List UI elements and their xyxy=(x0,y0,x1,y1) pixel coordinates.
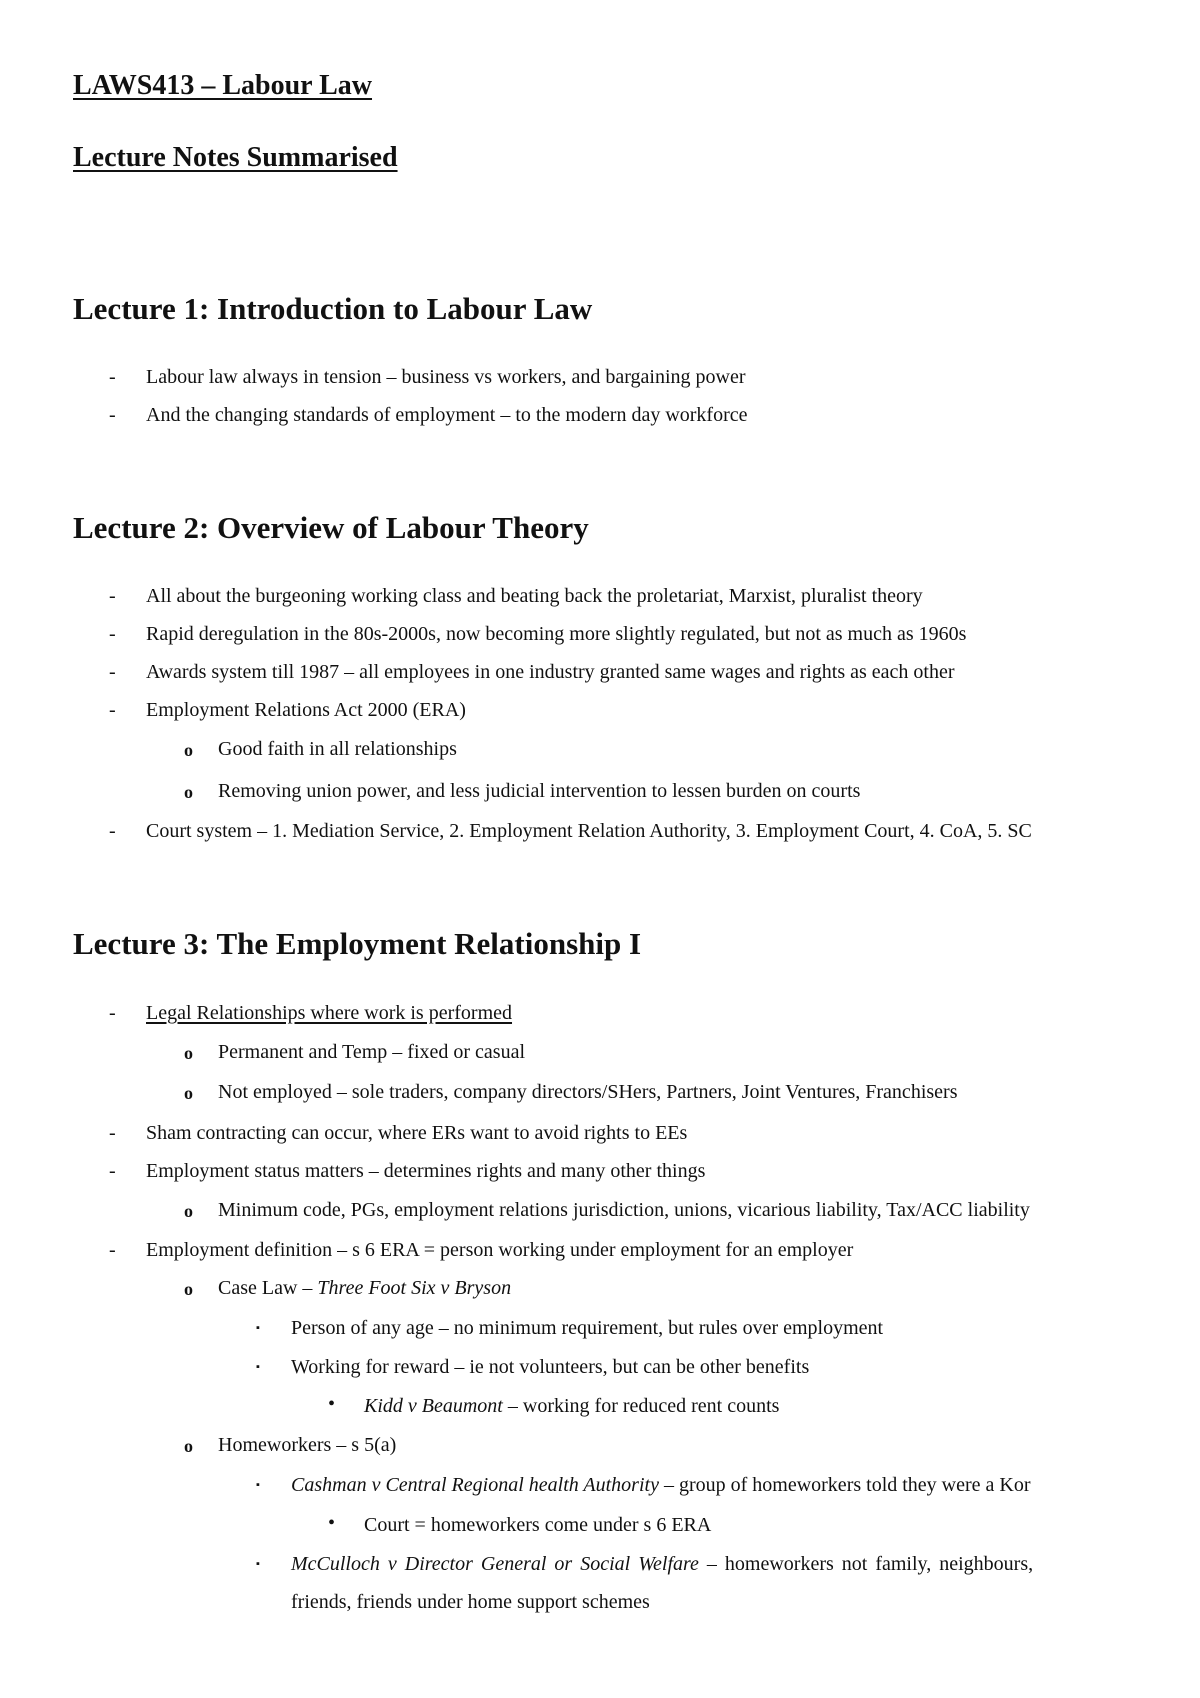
square-bullet: ▪ xyxy=(256,1479,260,1491)
dash-bullet: - xyxy=(109,623,116,645)
circle-bullet: o xyxy=(184,1043,193,1063)
case-name: Kidd v Beaumont xyxy=(364,1395,503,1417)
square-bullet: ▪ xyxy=(256,1361,260,1373)
case-note: – group of homeworkers told they were a Kor xyxy=(658,1474,1031,1496)
list-item-text: Court = homeworkers come under s 6 ERA xyxy=(364,1514,712,1536)
case-note: – homeworkers not family, neighbours, xyxy=(698,1553,1034,1575)
list-item-text xyxy=(364,1396,779,1416)
dot-bullet: • xyxy=(328,1512,336,1534)
list-item-text: Employment Relations Act 2000 (ERA) xyxy=(146,699,466,721)
list-item-text xyxy=(291,1475,1031,1495)
list-item-text: Person of any age – no minimum requirement, but rules over employment xyxy=(291,1317,884,1339)
circle-bullet: o xyxy=(184,1201,193,1221)
square-bullet: ▪ xyxy=(256,1322,260,1334)
list-item-text: Employment definition – s 6 ERA = person working under employment for an employer xyxy=(146,1239,854,1261)
list-item-text: Awards system till 1987 – all employees in one industry granted same wages and rights as each other xyxy=(146,661,955,683)
case-name: Cashman v Central Regional health Authority xyxy=(291,1474,659,1496)
list-item-text: And the changing standards of employment – to the modern day workforce xyxy=(146,404,748,426)
dash-bullet: - xyxy=(109,1160,116,1182)
list-item-text: Homeworkers – s 5(a) xyxy=(218,1434,397,1456)
list-item-text xyxy=(218,1278,511,1298)
list-item-text: friends, friends under home support schemes xyxy=(291,1591,650,1613)
circle-bullet: o xyxy=(184,782,193,802)
case-note: – working for reduced rent counts xyxy=(502,1395,780,1417)
lecture-3-heading: Lecture 3: The Employment Relationship I xyxy=(73,926,642,961)
list-item-text: Removing union power, and less judicial intervention to lessen burden on courts xyxy=(218,780,861,802)
list-item-text xyxy=(291,1554,1033,1574)
lecture-2-heading: Lecture 2: Overview of Labour Theory xyxy=(73,510,589,545)
list-item-text: Sham contracting can occur, where ERs want to avoid rights to EEs xyxy=(146,1122,688,1144)
dash-bullet: - xyxy=(109,699,116,721)
circle-bullet: o xyxy=(184,1279,193,1299)
list-item-text: Not employed – sole traders, company directors/SHers, Partners, Joint Ventures, Franchisers xyxy=(218,1081,958,1103)
dash-bullet: - xyxy=(109,820,116,842)
list-item-text: Permanent and Temp – fixed or casual xyxy=(218,1041,526,1063)
list-item-text: Legal Relationships where work is performed xyxy=(146,1002,513,1024)
case-name: McCulloch v Director General or Social Welfare xyxy=(291,1553,699,1575)
dash-bullet: - xyxy=(109,1239,116,1261)
dash-bullet: - xyxy=(109,661,116,683)
list-item-text: Minimum code, PGs, employment relations jurisdiction, unions, vicarious liability, Tax/ACC liability xyxy=(218,1199,1030,1221)
dot-bullet: • xyxy=(328,1393,336,1415)
circle-bullet: o xyxy=(184,740,193,760)
circle-bullet: o xyxy=(184,1083,193,1103)
list-item-text: Working for reward – ie not volunteers, but can be other benefits xyxy=(291,1356,810,1378)
list-item-text: Labour law always in tension – business vs workers, and bargaining power xyxy=(146,366,746,388)
dash-bullet: - xyxy=(109,404,116,426)
case-law-prefix: Case Law – xyxy=(218,1277,318,1299)
document-subtitle: Lecture Notes Summarised xyxy=(73,142,398,173)
lecture-1-heading: Lecture 1: Introduction to Labour Law xyxy=(73,291,593,326)
square-bullet: ▪ xyxy=(256,1558,260,1570)
list-item-text: All about the burgeoning working class and beating back the proletariat, Marxist, pluralist theory xyxy=(146,585,923,607)
list-item-text: Court system – 1. Mediation Service, 2. Employment Relation Authority, 3. Employment Court, 4. CoA, 5. SC xyxy=(146,820,1032,842)
list-item-text: Good faith in all relationships xyxy=(218,738,457,760)
list-item-text: Employment status matters – determines rights and many other things xyxy=(146,1160,706,1182)
circle-bullet: o xyxy=(184,1436,193,1456)
dash-bullet: - xyxy=(109,1122,116,1144)
case-name: Three Foot Six v Bryson xyxy=(317,1277,512,1299)
list-item-text: Rapid deregulation in the 80s-2000s, now becoming more slightly regulated, but not as much as 1960s xyxy=(146,623,967,645)
dash-bullet: - xyxy=(109,585,116,607)
document-title: LAWS413 – Labour Law xyxy=(73,70,373,101)
dash-bullet: - xyxy=(109,1002,116,1024)
dash-bullet: - xyxy=(109,366,116,388)
